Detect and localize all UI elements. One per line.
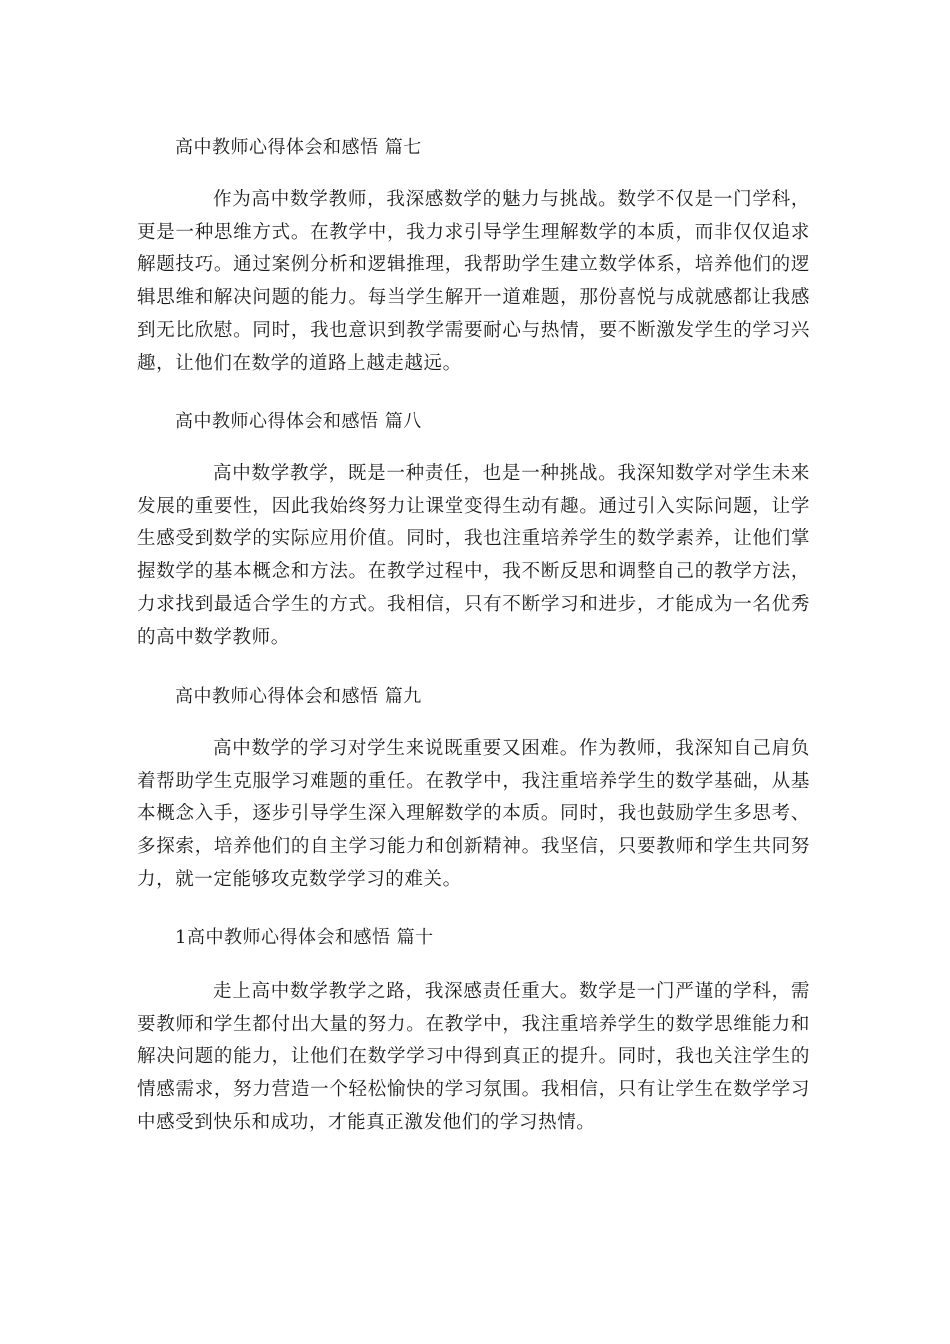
section-title: 高中教师心得体会和感悟 篇八 <box>175 411 422 432</box>
section-paragraph: 走上高中数学教学之路，我深感责任重大。数学是一门严谨的学科，需要教师和学生都付出大量的努力。在教学中，我注重培养学生的数学思维能力和解决问题的能力，让他们在数学学习中得到真正的提升。同时，我也关注学生的情感需求，努力营造一个轻松愉快的学习氛围。我相信，只有让学生在数学学习中感受到快乐和成功，才能真正激发他们的学习热情。 <box>137 981 810 1133</box>
section-paragraph: 高中数学的学习对学生来说既重要又困难。作为教师，我深知自己肩负着帮助学生克服学习难题的重任。在教学中，我注重培养学生的数学基础，从基本概念入手，逐步引导学生深入理解数学的本质。同时，我也鼓励学生多思考、多探索，培养他们的自主学习能力和创新精神。我坚信，只要教师和学生共同努力，就一定能够攻克数学学习的难关。 <box>137 738 810 890</box>
section-paragraph: 高中数学教学，既是一种责任，也是一种挑战。我深知数学对学生未来发展的重要性，因此我始终努力让课堂变得生动有趣。通过引入实际问题，让学生感受到数学的实际应用价值。同时，我也注重培养学生的数学素养，让他们掌握数学的基本概念和方法。在教学过程中，我不断反思和调整自己的教学方法，力求找到最适合学生的方式。我相信，只有不断学习和进步，才能成为一名优秀的高中数学教师。 <box>137 463 810 648</box>
section-title: 高中教师心得体会和感悟 篇七 <box>175 137 422 158</box>
section-title: 1高中教师心得体会和感悟 篇十 <box>175 927 434 948</box>
section-title: 高中教师心得体会和感悟 篇九 <box>175 686 422 707</box>
section-paragraph: 作为高中数学教师，我深感数学的魅力与挑战。数学不仅是一门学科，更是一种思维方式。在教学中，我力求引导学生理解数学的本质，而非仅仅追求解题技巧。通过案例分析和逻辑推理，我帮助学生建立数学体系，培养他们的逻辑思维和解决问题的能力。每当学生解开一道难题，那份喜悦与成就感都让我感到无比欣慰。同时，我也意识到教学需要耐心与热情，要不断激发学生的学习兴趣，让他们在数学的道路上越走越远。 <box>137 189 810 374</box>
